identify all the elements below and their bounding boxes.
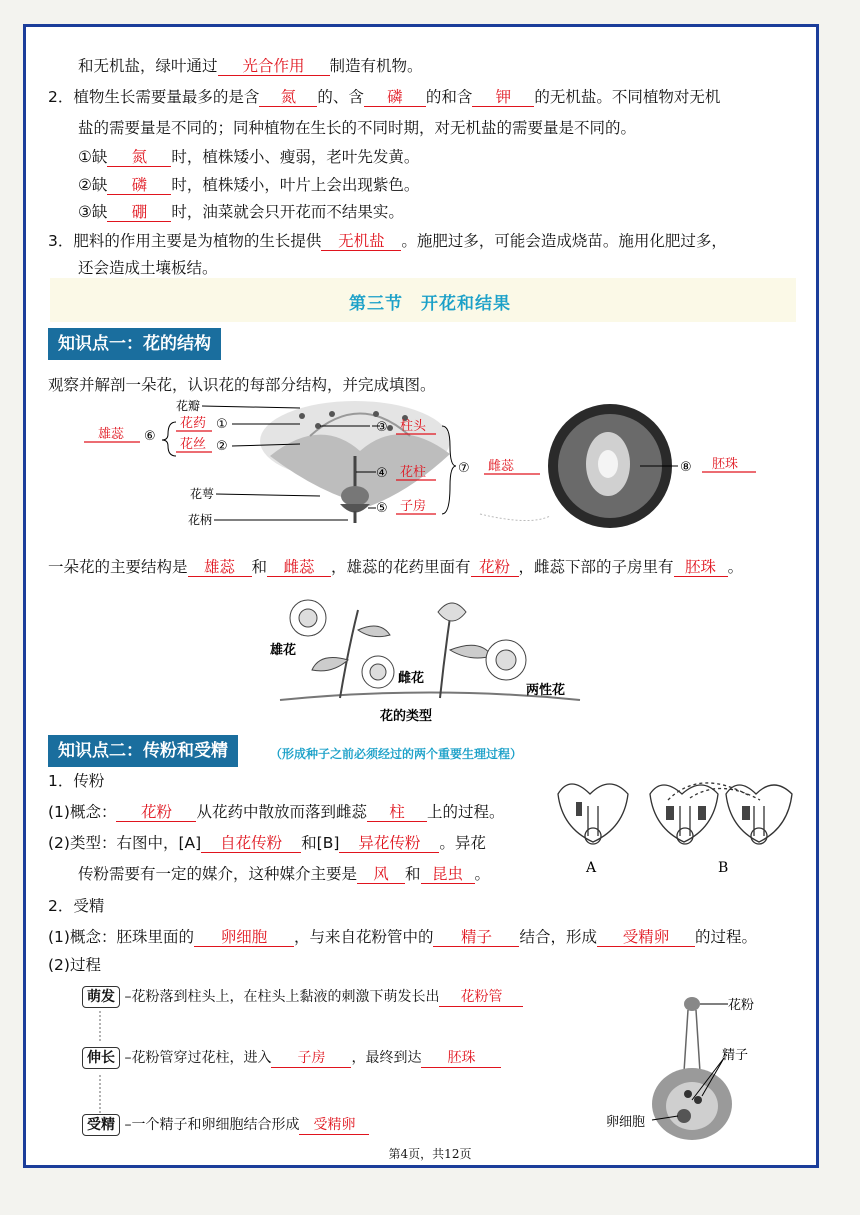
kp2-h2: 2．受精 [48,897,105,915]
answer-blank: 风 [357,865,405,884]
answer-blank: 磷 [364,88,426,107]
label-peizhu: 胚珠 [712,457,739,472]
line-8: 还会造成土壤板结。 [78,259,218,277]
answer-blank: 受精卵 [299,1116,369,1135]
text: ，最终到达 [351,1050,422,1066]
num-6: ⑥ [144,429,156,444]
text: ，雄蕊的花药里面有 [331,558,471,576]
pollination-types [48,833,486,853]
text: 和 [405,865,421,883]
text: ，雌蕊下部的子房里有 [518,558,674,576]
num-5: ⑤ [376,501,388,516]
answer-blank: 子房 [271,1049,351,1068]
text: 的和含 [425,88,473,106]
fertilization-process-heading: (2)过程 [48,956,101,974]
text: 一朵花的主要结构是 [48,558,188,576]
text: 时，植株矮小、瘦弱，老叶先发黄。 [171,148,420,166]
flower-types-figure [260,590,600,725]
text: 和[B] [301,834,340,852]
answer-blank: 磷 [107,176,171,195]
line-6 [78,202,404,222]
text: 花粉管穿过花柱，进入 [131,1050,272,1066]
pollination-media [78,864,490,884]
text: 的无机盐。不同植物对无机 [534,88,721,106]
line-5 [78,175,419,195]
answer-blank: 自花传粉 [201,834,301,853]
answer-blank: 柱 [367,803,427,822]
answer-blank: 花粉管 [439,988,523,1007]
text: 时，油菜就会只开花而不结果实。 [171,203,404,221]
text: 一个精子和卵细胞结合形成 [131,1117,300,1133]
text: 上的过程。 [426,803,505,821]
line-4 [78,147,419,167]
figure-caption: 花的类型 [380,709,433,724]
text: 制造有机物。 [329,57,423,75]
answer-blank: 雌蕊 [267,558,331,577]
label-xiongrui: 雄蕊 [98,427,125,442]
label-female-flower: 雌花 [398,671,425,686]
text: 3．肥料的作用主要是为植物的生长提供 [48,232,322,250]
label-huae: 花萼 [190,487,215,501]
answer-blank: 无机盐 [321,232,401,251]
text: 花粉落到柱头上，在柱头上黏液的刺激下萌发长出 [131,989,440,1005]
kp1-title: 知识点一：花的结构 [48,328,221,360]
answer-blank: 光合作用 [218,57,330,76]
step-germinate: 萌发 –花粉落到柱头上，在柱头上黏液的刺激下萌发长出 花粉管 [82,986,523,1008]
fig-label-a: A [586,860,597,876]
line-3: 盐的需要量是不同的；同种植物在生长的不同时期，对无机盐的需要量是不同的。 [78,119,637,137]
step-box: 受精 [82,1114,120,1136]
step-box: 伸长 [82,1047,120,1069]
line-7 [48,231,727,251]
text: 的、含 [317,88,364,106]
kp2-h1: 1．传粉 [48,772,105,790]
pollination-concept [48,802,505,822]
text: ，与来自花粉管中的 [293,928,434,946]
label-zifang: 子房 [400,499,427,514]
kp2-title: 知识点二：传粉和受精 [48,735,238,767]
num-1: ① [216,417,228,432]
text: (1)概念： [48,803,117,821]
num-2: ② [216,439,228,454]
text: 和 [251,558,268,576]
text: 时，植株矮小，叶片上会出现紫色。 [171,176,420,194]
fertilization-figure [600,992,780,1142]
answer-blank: 硼 [107,203,171,222]
text: 。异花 [439,834,486,852]
label-zhutou: 柱头 [400,419,427,434]
label-huayao: 花药 [180,416,207,431]
pollination-figure [550,776,800,881]
text: 。 [474,865,491,883]
answer-blank: 钾 [472,88,534,107]
num-7: ⑦ [458,461,470,476]
label-male-flower: 雄花 [270,643,297,658]
answer-blank: 氮 [259,88,317,107]
answer-blank: 精子 [433,928,519,947]
text: 传粉需要有一定的媒介，这种媒介主要是 [78,865,358,883]
text: (2)类型：右图中，[A] [48,834,202,852]
fig-label-pollen: 花粉 [728,998,755,1013]
fertilization-concept [48,927,757,947]
line-2 [48,87,720,107]
label-huasi: 花丝 [180,437,207,452]
fig-label-sperm: 精子 [722,1048,749,1063]
text: (1)概念：胚珠里面的 [48,928,194,946]
answer-blank: 花粉 [471,558,519,577]
page-footer: 第4页，共12页 [388,1147,472,1161]
section-title: 第三节 开花和结果 [349,294,511,314]
answer-blank: 花粉 [116,803,196,822]
label-huazhu: 花柱 [400,465,427,480]
step-box: 萌发 [82,986,120,1008]
text: 。施肥过多，可能会造成烧苗。施用化肥过多， [401,232,727,250]
text: ②缺 [78,176,108,194]
num-4: ④ [376,466,388,481]
answer-blank: 雄蕊 [188,558,252,577]
fig-label-b: B [718,860,729,876]
text: 结合，形成 [519,928,597,946]
line-1 [78,56,423,76]
text: 的过程。 [695,928,758,946]
num-3: ③ [376,420,388,435]
label-bisexual-flower: 两性花 [526,683,566,698]
flower-structure-diagram [80,396,770,536]
answer-blank: 昆虫 [421,865,475,884]
label-huaban: 花瓣 [176,399,201,413]
step-elongate: 伸长 –花粉管穿过花柱，进入 子房 ，最终到达 胚珠 [82,1047,501,1069]
kp1-summary [48,557,743,577]
text: 2．植物生长需要量最多的是含 [48,88,260,106]
label-cirui: 雌蕊 [488,459,515,474]
answer-blank: 胚珠 [674,558,728,577]
fig-label-egg: 卵细胞 [606,1115,646,1130]
kp1-intro: 观察并解剖一朵花，认识花的每部分结构，并完成填图。 [48,376,436,394]
text: 。 [727,558,744,576]
answer-blank: 卵细胞 [194,928,294,947]
num-8: ⑧ [680,460,692,475]
text: ③缺 [78,203,108,221]
answer-blank: 异花传粉 [339,834,439,853]
step-fertilize: 受精 –一个精子和卵细胞结合形成 受精卵 [82,1114,369,1136]
label-huabing: 花柄 [188,513,213,527]
text: 和无机盐，绿叶通过 [78,57,218,75]
text: 从花药中散放而落到雌蕊 [196,803,367,821]
answer-blank: 受精卵 [597,928,695,947]
answer-blank: 胚珠 [421,1049,501,1068]
answer-blank: 氮 [107,148,171,167]
kp2-note: （形成种子之前必须经过的两个重要生理过程） [270,747,523,761]
text: ①缺 [78,148,108,166]
